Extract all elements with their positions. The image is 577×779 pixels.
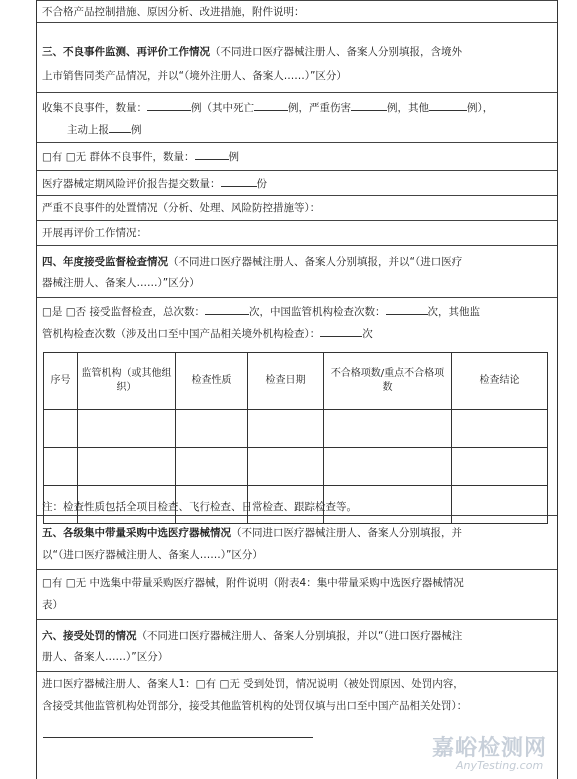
report-unit: 例: [131, 124, 142, 136]
nonconforming-control-row: [37, 0, 557, 23]
section-3-title: 三、不良事件监测、再评价工作情况: [42, 46, 210, 58]
risk-label: 医疗器械定期风险评价报告提交数量：: [42, 178, 221, 190]
watermark-sub: AnyTesting.com: [456, 759, 544, 772]
procurement-line-a: □有 □无 中选集中带量采购医疗器械，附件说明（附表4：集中带量采购中选医疗器械情况: [42, 577, 464, 589]
table-cell[interactable]: [44, 410, 78, 448]
serious-handling-text: 严重不良事件的处置情况（分析、处理、风险防控措施等）：: [42, 202, 321, 214]
watermark-main: 嘉峪检测网: [432, 736, 548, 761]
procurement-row: [37, 570, 557, 620]
serious-handling-row: [37, 196, 557, 221]
risk-unit: 份: [256, 178, 267, 190]
table-cell[interactable]: [44, 448, 78, 486]
cluster-count-blank[interactable]: [195, 148, 229, 160]
adverse-events-row: [37, 93, 557, 143]
cluster-unit: 例: [228, 151, 240, 163]
table-row: [44, 410, 548, 448]
section-3-heading: [37, 23, 557, 93]
other-count-blank[interactable]: [429, 99, 467, 111]
penalty-line-a: 进口医疗器械注册人、备案人1：□有 □无 受到处罚，情况说明（被处罚原因、处罚内容，: [42, 678, 464, 690]
table-cell[interactable]: [324, 410, 452, 448]
cluster-events-row: [37, 143, 557, 171]
table-cell[interactable]: [452, 448, 548, 486]
header-nonconformities: 不合格项数/重点不合格项数: [324, 353, 452, 410]
header-date: 检查日期: [248, 353, 324, 410]
reevaluation-row: [37, 221, 557, 246]
form-sheet: [36, 0, 558, 779]
total-inspections-blank[interactable]: [205, 303, 249, 315]
section-4-heading: [37, 246, 557, 298]
section-4-note-a: （不同进口医疗器械注册人、备案人分别填报，并以“（进口医疗: [168, 256, 463, 268]
table-header-row: [44, 353, 548, 410]
section-6-note-b: 册人、备案人……）”区分）: [42, 651, 169, 663]
header-agency: 监管机构（或其他组织）: [78, 353, 176, 410]
inspection-line1-a: □是 □否 接受监督检查，总次数：: [42, 306, 206, 318]
death-count-blank[interactable]: [254, 99, 288, 111]
table-cell[interactable]: [176, 448, 248, 486]
section-5-note-a: （不同进口医疗器械注册人、备案人分别填报，并: [231, 527, 462, 539]
table-cell[interactable]: [248, 448, 324, 486]
inspection-line1-c: 次，其他监: [427, 306, 481, 318]
serious-count-blank[interactable]: [351, 99, 387, 111]
inspection-line2-b: 次: [362, 328, 373, 340]
table-cell[interactable]: [78, 410, 176, 448]
collect-other-label: 例，其他: [387, 102, 429, 114]
header-conclusion: 检查结论: [452, 353, 548, 410]
table-cell[interactable]: [452, 410, 548, 448]
cluster-label: □有 □无 群体不良事件，数量：: [42, 151, 195, 163]
collect-label: 收集不良事件，数量：: [42, 102, 147, 114]
table-cell[interactable]: [324, 448, 452, 486]
section-4-title: 四、年度接受监督检查情况: [42, 256, 168, 268]
report-label: 主动上报: [67, 124, 109, 136]
china-inspections-blank[interactable]: [386, 303, 428, 315]
report-count-blank[interactable]: [109, 121, 131, 133]
risk-report-row: [37, 171, 557, 196]
inspection-footnote: 注：检查性质包括全项目检查、飞行检查、日常检查、跟踪检查等。: [42, 501, 357, 513]
inspection-line1-b: 次，中国监管机构检查次数：: [249, 306, 386, 318]
collect-end: 例），: [467, 102, 494, 114]
section-3-note-b: 上市销售同类产品情况，并以“（境外注册人、备案人……）”区分）: [42, 70, 347, 82]
section-3-note-a: （不同进口医疗器械注册人、备案人分别填报，含境外: [210, 46, 462, 58]
collect-death-label: 例（其中死亡: [191, 102, 254, 114]
procurement-line-b: 表）: [42, 599, 63, 611]
header-index: 序号: [44, 353, 78, 410]
inspection-line2-a: 管机构检查次数（涉及出口至中国产品相关境外机构检查）：: [42, 328, 321, 340]
penalty-line-b: 含接受其他监管机构处罚部分，接受其他监管机构的处罚仅填与出口至中国产品相关处罚）：: [42, 700, 468, 712]
collect-count-blank[interactable]: [147, 99, 191, 111]
table-row: [44, 448, 548, 486]
overseas-inspections-blank[interactable]: [320, 325, 362, 337]
collect-serious-label: 例，严重伤害: [288, 102, 351, 114]
section-5-note-b: 以“（进口医疗器械注册人、备案人……）”区分）: [42, 549, 263, 561]
nonconforming-control-text: 不合格产品控制措施、原因分析、改进措施，附件说明：: [42, 6, 305, 18]
section-5-heading: [37, 516, 557, 570]
risk-count-blank[interactable]: [221, 175, 257, 187]
table-cell[interactable]: [176, 410, 248, 448]
section-5-title: 五、各级集中带量采购中选医疗器械情况: [42, 527, 231, 539]
penalty-answer-line[interactable]: [43, 737, 313, 738]
table-cell[interactable]: [248, 410, 324, 448]
header-nature: 检查性质: [176, 353, 248, 410]
section-4-note-b: 器械注册人、备案人……）”区分）: [42, 277, 200, 289]
section-6-heading: [37, 620, 557, 672]
section-6-note-a: （不同进口医疗器械注册人、备案人分别填报，并以“（进口医疗器械注: [136, 630, 463, 642]
section-6-title: 六、接受处罚的情况: [42, 630, 137, 642]
table-cell[interactable]: [78, 448, 176, 486]
reevaluation-text: 开展再评价工作情况：: [42, 227, 147, 239]
